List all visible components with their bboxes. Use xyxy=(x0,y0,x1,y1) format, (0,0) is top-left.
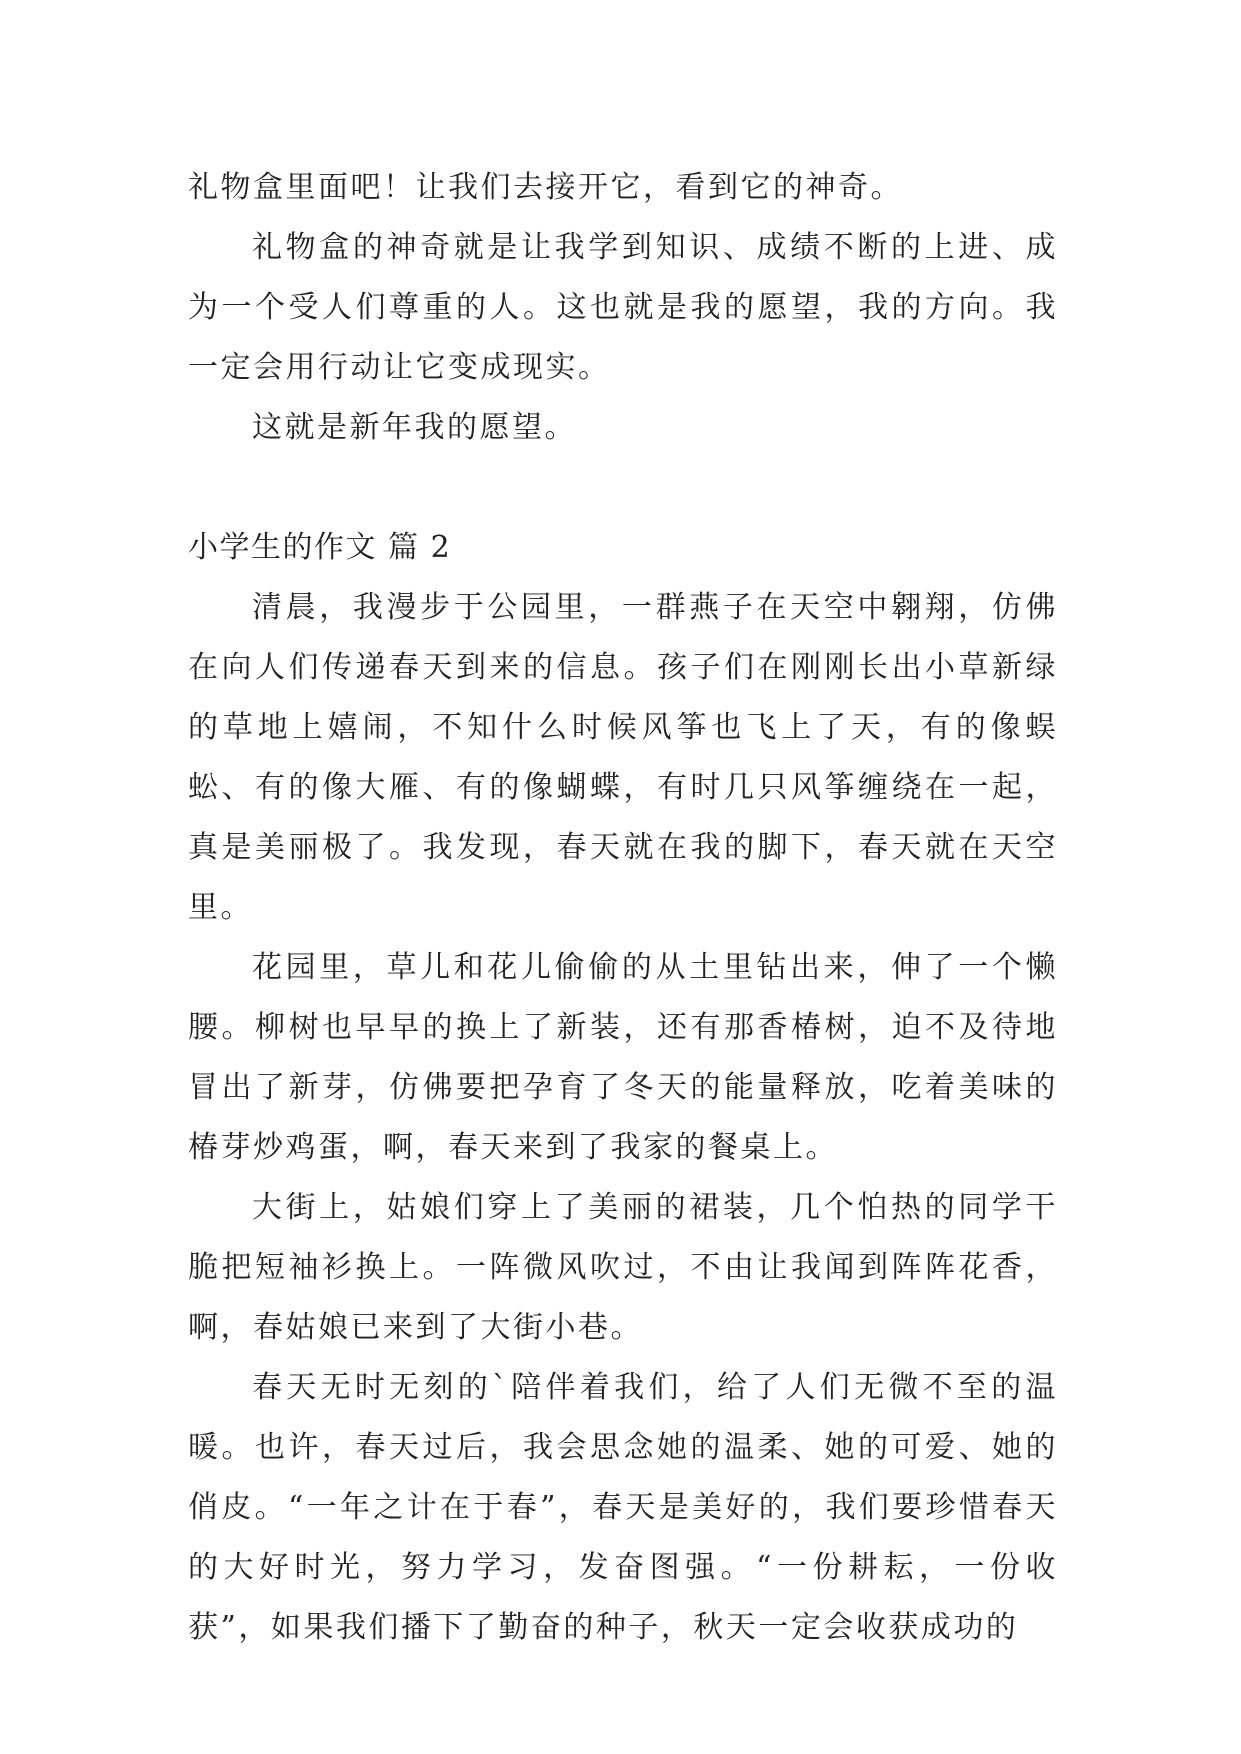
paragraph-spring: 春天无时无刻的`陪伴着我们，给了人们无微不至的温暖。也许，春天过后，我会思念她的温柔、她的可爱、她的俏皮。“一年之计在于春”，春天是美好的，我们要珍惜春天的大好时光，努力学习，发奋图强。“一份耕耘，一份收获”，如果我们播下了勤奋的种子，秋天一定会收获成功的 xyxy=(188,1370,1058,1645)
paragraph-park: 清晨，我漫步于公园里，一群燕子在天空中翱翔，仿佛在向人们传递春天到来的信息。孩子们在刚刚长出小草新绿的草地上嬉闹，不知什么时候风筝也飞上了天，有的像蜈蚣、有的像大雁、有的像蝴蝶，有时几只风筝缠绕在一起，真是美丽极了。我发现，春天就在我的脚下，春天就在天空里。 xyxy=(188,590,1058,925)
paragraph-garden: 花园里，草儿和花儿偷偷的从土里钻出来，伸了一个懒腰。柳树也早早的换上了新装，还有那香椿树，迫不及待地冒出了新芽，仿佛要把孕育了冬天的能量释放，吃着美味的椿芽炒鸡蛋，啊，春天来到了我家的餐桌上。 xyxy=(188,950,1058,1165)
section-title: 小学生的作文 篇 2 xyxy=(188,530,452,565)
paragraph-wish: 礼物盒的神奇就是让我学到知识、成绩不断的上进、成为一个受人们尊重的人。这也就是我的愿望，我的方向。我一定会用行动让它变成现实。 xyxy=(188,230,1058,385)
paragraph-street: 大街上，姑娘们穿上了美丽的裙装，几个怕热的同学干脆把短袖衫换上。一阵微风吹过，不由让我闻到阵阵花香，啊，春姑娘已来到了大街小巷。 xyxy=(188,1190,1058,1345)
paragraph-closing: 这就是新年我的愿望。 xyxy=(252,410,577,445)
section-spacer xyxy=(188,458,1058,518)
paragraph-continued: 礼物盒里面吧！让我们去接开它，看到它的神奇。 xyxy=(188,170,903,205)
document-body xyxy=(188,158,1058,1658)
